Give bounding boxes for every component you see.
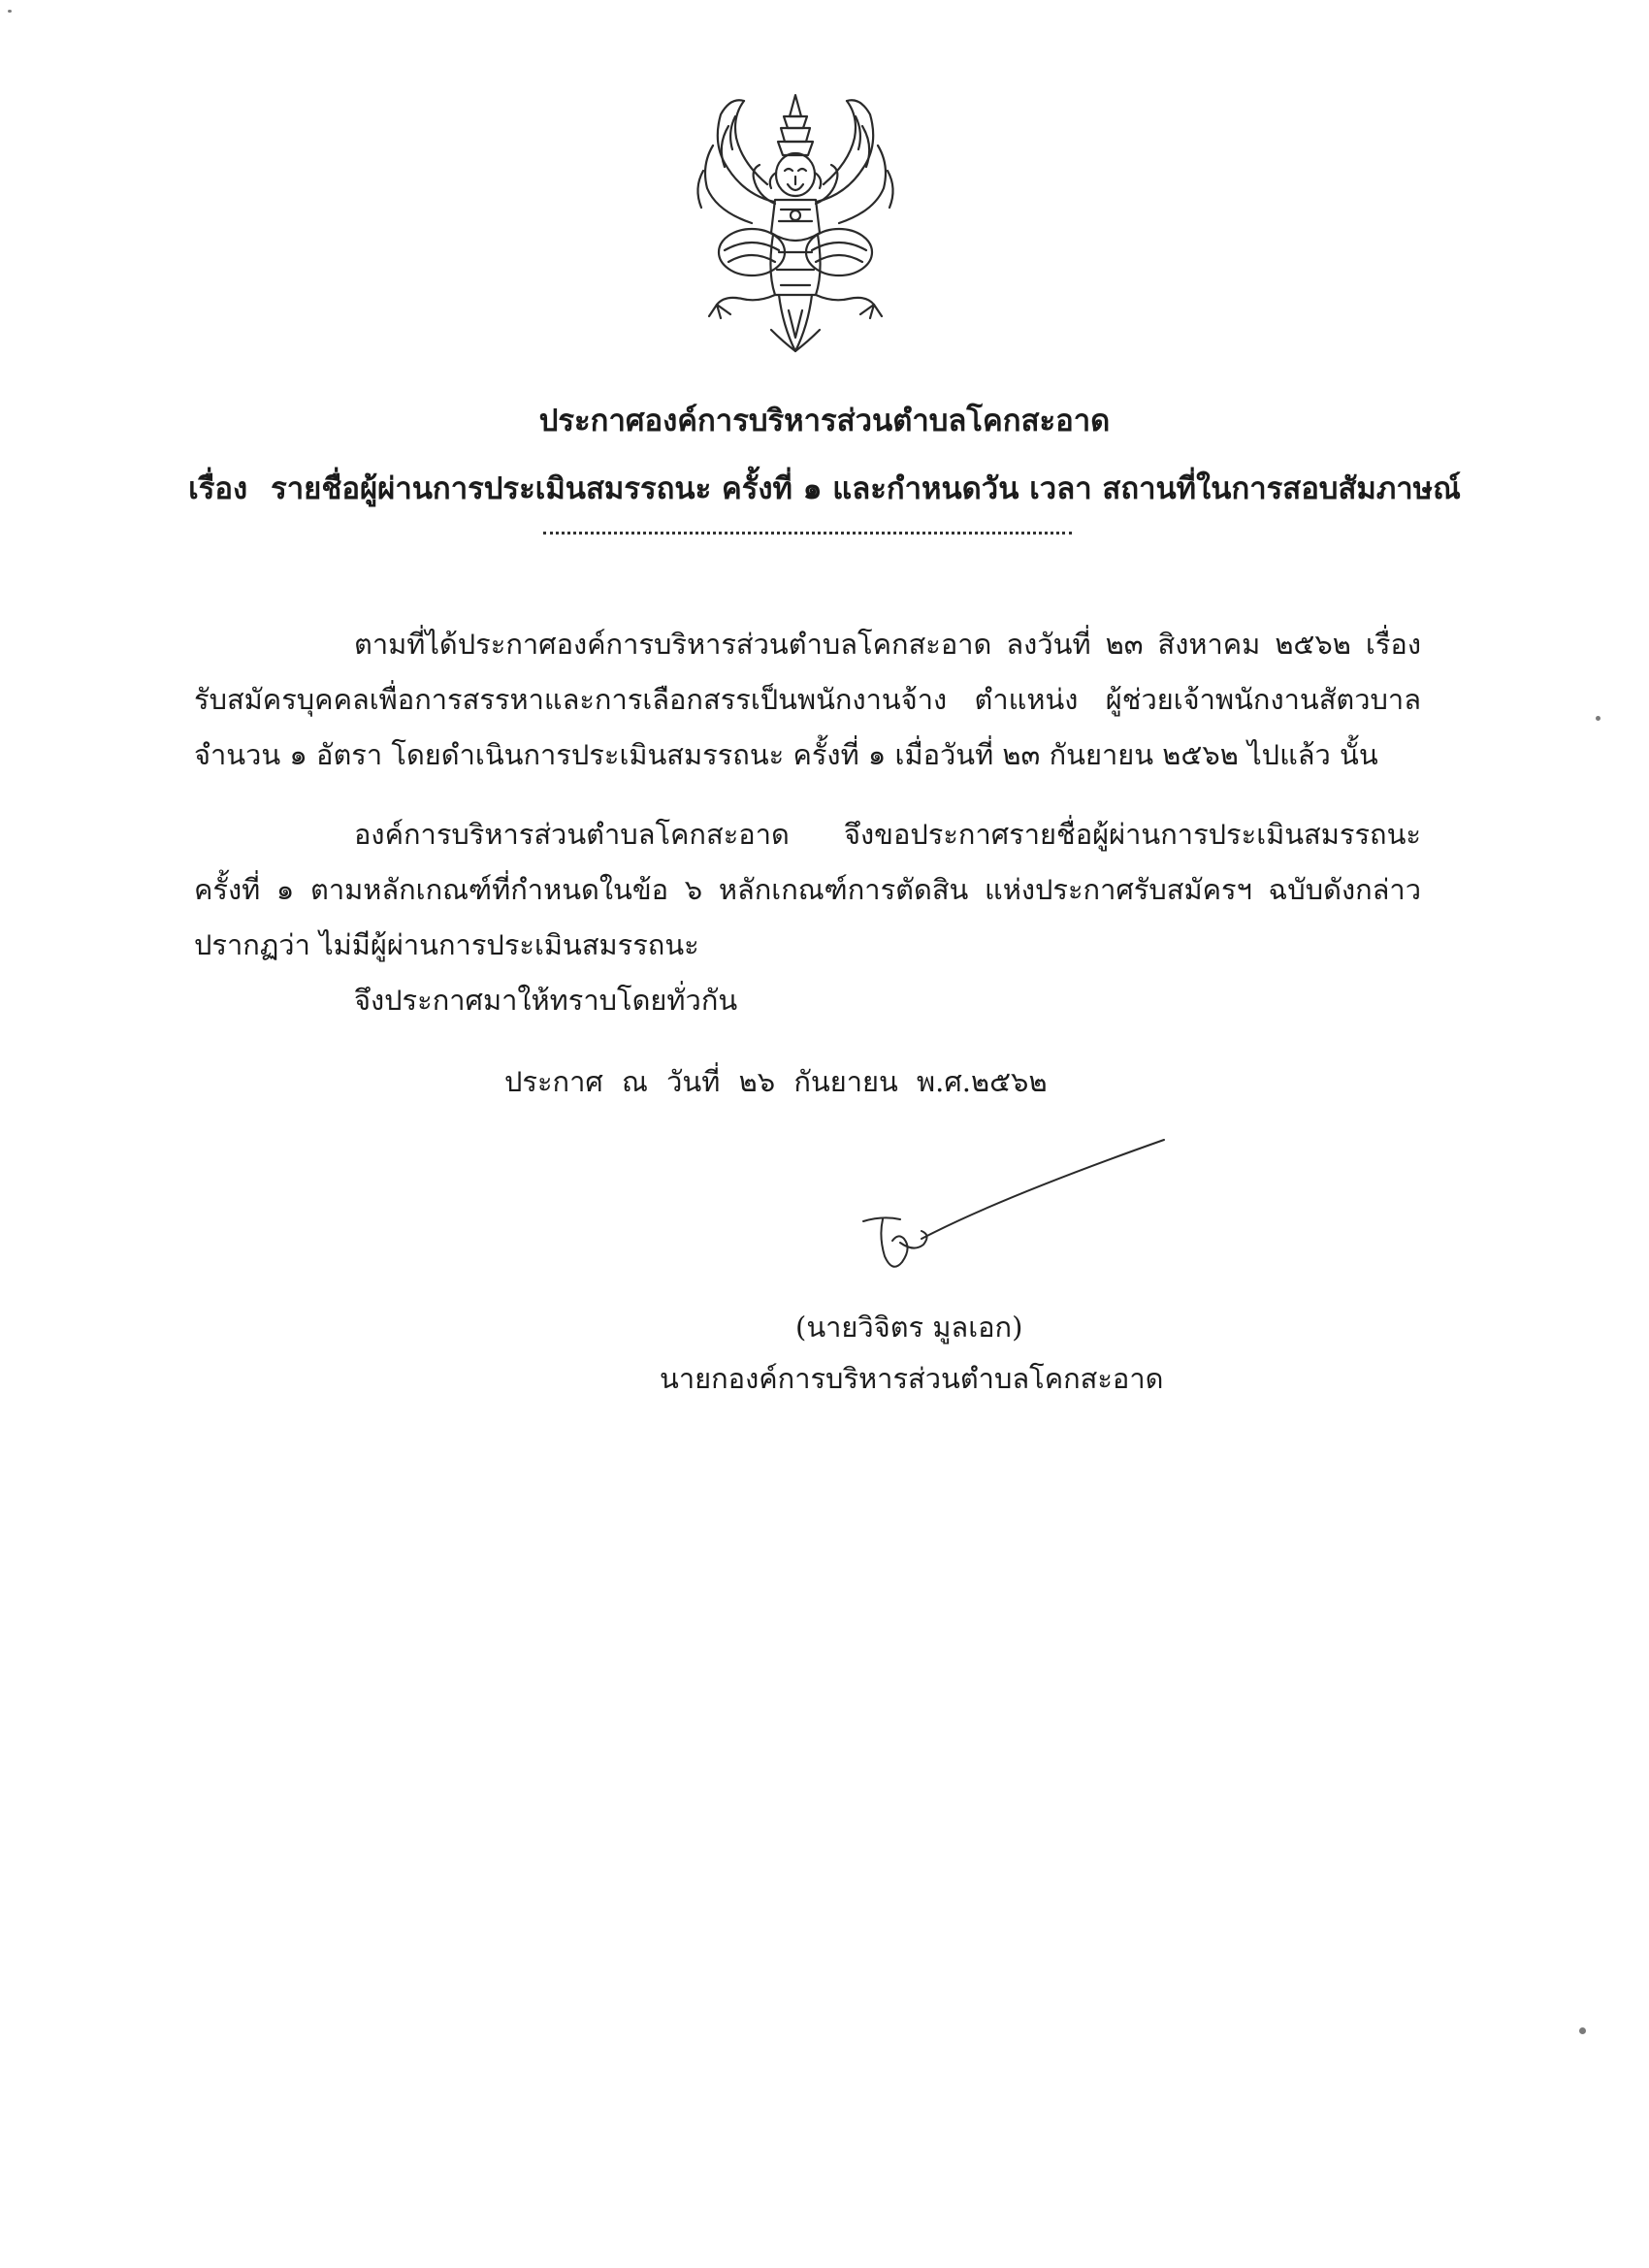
- announcement-title: ประกาศองค์การบริหารส่วนตำบลโคกสะอาด: [538, 404, 1111, 438]
- announcement-subject: [0, 464, 1649, 512]
- dotted-separator: [543, 532, 1072, 535]
- subject-text: รายชื่อผู้ผ่านการประเมินสมรรถนะ ครั้งที่ ๑ และกำหนดวัน เวลา สถานที่ในการสอบสัมภาษณ์: [271, 471, 1461, 506]
- scan-speck: [1596, 716, 1600, 721]
- scan-speck: [1579, 2027, 1586, 2034]
- body-paragraph-1: [194, 617, 1421, 783]
- paragraph-1-text: ตามที่ได้ประกาศองค์การบริหารส่วนตำบลโคกสะอาด ลงวันที่ ๒๓ สิงหาคม ๒๕๖๒ เรื่อง รับสมัครบุคคลเพื่อการสรรหาและการเลือกสรรเป็นพนักงานจ้าง ตำแหน่ง ผู้ช่วยเจ้าพนักงานสัตวบาล จำนวน ๑ อัตรา โดยดำเนินการประเมินสมรรถนะ ครั้งที่ ๑ เมื่อวันที่ ๒๓ กันยายน ๒๕๖๒ ไปแล้ว นั้น: [194, 628, 1421, 771]
- announcement-date: ประกาศ ณ วันที่ ๒๖ กันยายน พ.ศ.๒๕๖๒: [504, 1065, 1048, 1098]
- garuda-emblem-icon: [674, 87, 917, 369]
- closing-statement: จึงประกาศมาให้ทราบโดยทั่วกัน: [354, 984, 738, 1017]
- handwritten-signature: [844, 1130, 1174, 1285]
- scan-speck: [8, 10, 12, 13]
- signatory-position: นายกองค์การบริหารส่วนตำบลโคกสะอาด: [660, 1362, 1164, 1395]
- body-paragraph-2: [194, 807, 1421, 973]
- subject-prefix: เรื่อง: [188, 471, 248, 506]
- paragraph-2-text: องค์การบริหารส่วนตำบลโคกสะอาด จึงขอประกาศรายชื่อผู้ผ่านการประเมินสมรรถนะ ครั้งที่ ๑ ตามหลักเกณฑ์ที่กำหนดในข้อ ๖ หลักเกณฑ์การตัดสิน แห่งประกาศรับสมัครฯ ฉบับดังกล่าว ปรากฏว่า ไม่มีผู้ผ่านการประเมินสมรรถนะ: [194, 818, 1421, 961]
- signatory-name: (นายวิจิตร มูลเอก): [795, 1311, 1023, 1344]
